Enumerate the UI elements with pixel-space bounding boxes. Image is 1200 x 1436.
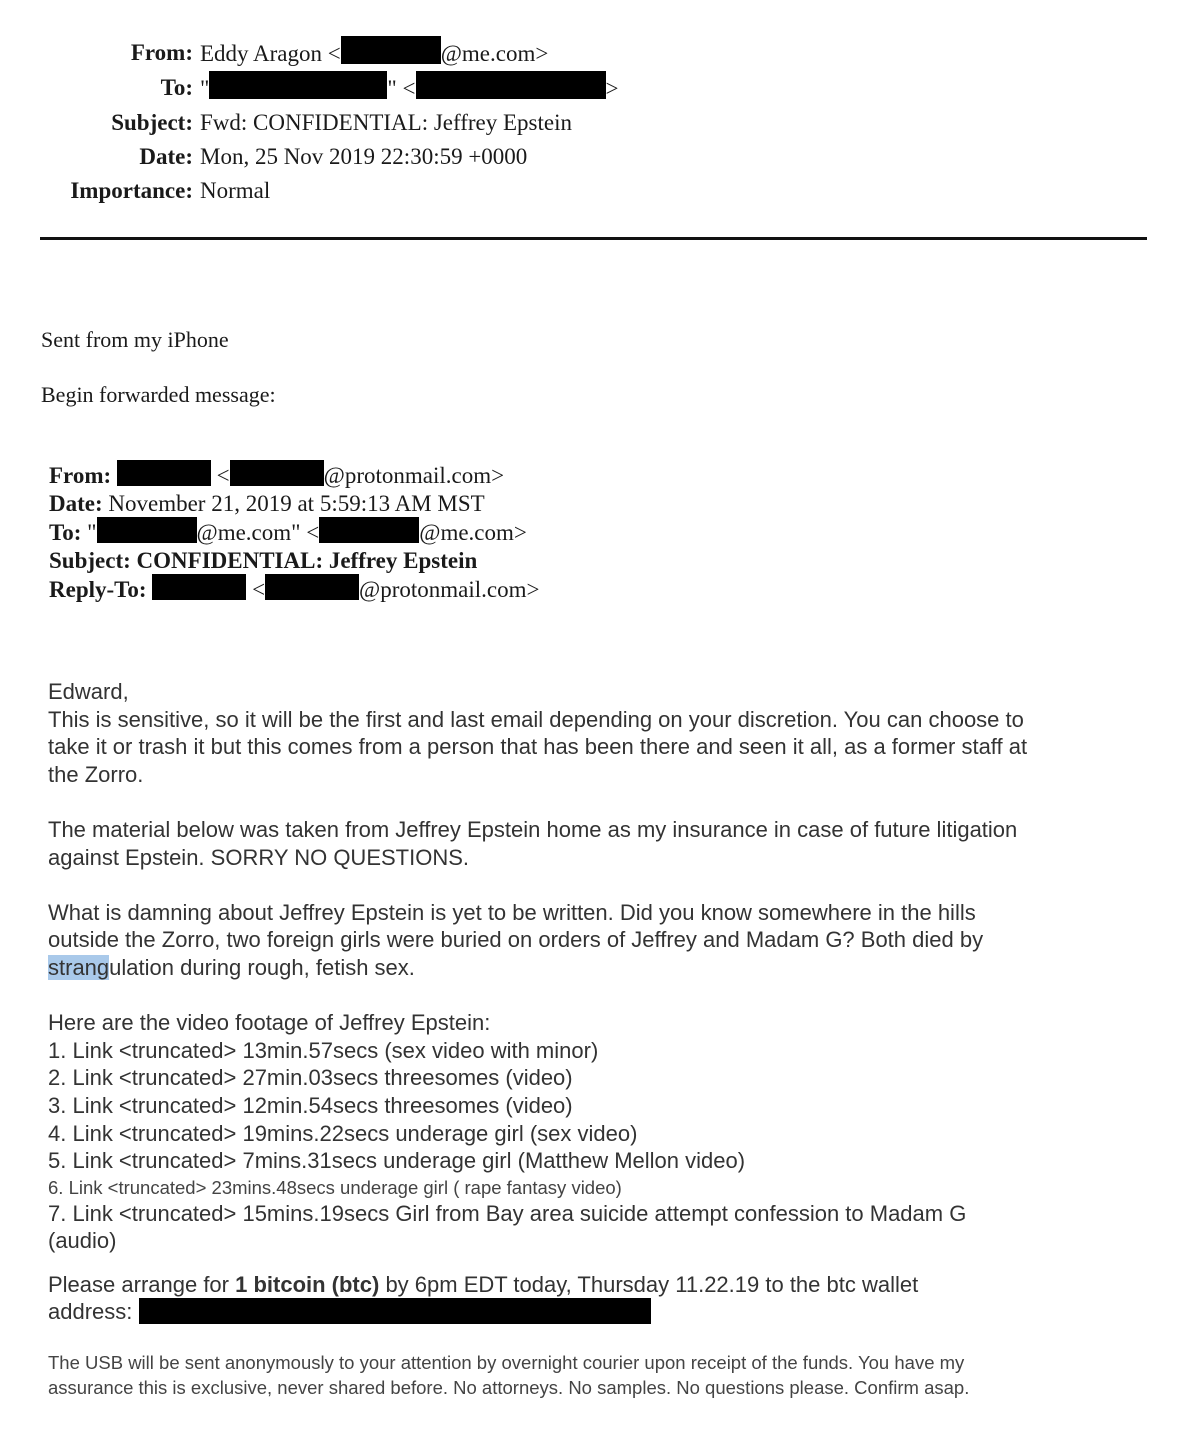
list-item-continuation: (audio) [48, 1228, 117, 1254]
fwd-date: November 21, 2019 at 5:59:13 AM MST [108, 490, 485, 516]
payment-post: by 6pm EDT today, Thursday 11.22.19 to the btc wallet [379, 1271, 919, 1297]
selection-highlight[interactable]: strang [48, 954, 110, 980]
closing-line-1: The USB will be sent anonymously to your attention by overnight courier upon receipt of the funds. You have my [48, 1352, 965, 1374]
redaction-block [265, 574, 359, 600]
outer-from-label: From: [130, 40, 193, 65]
redaction-block [152, 574, 246, 600]
redaction-block [341, 36, 441, 64]
outer-to-close: > [605, 76, 619, 101]
begin-forwarded-line: Begin forwarded message: [41, 382, 276, 407]
outer-to-label: To: [160, 75, 193, 100]
outer-to-row [40, 71, 740, 106]
outer-subject: Fwd: CONFIDENTIAL: Jeffrey Epstein [200, 110, 572, 135]
address-label: address: [48, 1299, 133, 1325]
fwd-from-domain: @protonmail.com> [323, 463, 505, 488]
sent-from-line: Sent from my iPhone [41, 327, 229, 352]
list-item: 2. Link <truncated> 27min.03secs threesomes (video) [48, 1065, 573, 1091]
fwd-subject-row [49, 547, 749, 575]
redaction-block [209, 71, 387, 99]
fwd-reply-label: Reply-To: [49, 577, 147, 603]
closing-line-2: assurance this is exclusive, never shared before. No attorneys. No samples. No questions please. Confirm asap. [48, 1377, 970, 1399]
payment-line [48, 1271, 1158, 1299]
fwd-from-lt: < [216, 463, 230, 488]
redaction-block [230, 460, 324, 486]
p3-line-2: outside the Zorro, two foreign girls were buried on orders of Jeffrey and Madam G? Both died by [48, 927, 984, 953]
redaction-block [319, 517, 419, 543]
outer-to-quote-close: " < [387, 76, 416, 101]
outer-importance: Normal [200, 178, 271, 203]
list-item: 7. Link <truncated> 15mins.19secs Girl from Bay area suicide attempt confession to Madam G [48, 1200, 967, 1226]
list-intro: Here are the video footage of Jeffrey Epstein: [48, 1010, 491, 1036]
address-line [48, 1298, 1158, 1326]
outer-date-row [40, 140, 740, 174]
redaction-block [416, 71, 606, 99]
outer-to-quote-open: " [200, 76, 210, 101]
payment-pre: Please arrange for [48, 1271, 236, 1297]
p1-line-1: This is sensitive, so it will be the first and last email depending on your discretion. You can choose to [48, 706, 1024, 732]
fwd-subject: CONFIDENTIAL: Jeffrey Epstein [136, 547, 478, 573]
fwd-to-domain: @me.com> [419, 520, 527, 546]
p3-line-3 [48, 954, 1158, 982]
fwd-subject-label: Subject: [49, 547, 131, 573]
fwd-reply-domain: @protonmail.com> [359, 577, 540, 603]
fwd-date-label: Date: [49, 490, 103, 516]
fwd-from-row [49, 460, 749, 490]
fwd-from-label: From: [49, 463, 112, 488]
outer-from-name: Eddy Aragon < [200, 41, 341, 66]
outer-from-row [40, 36, 740, 71]
outer-date-label: Date: [139, 144, 193, 169]
redaction-block [139, 1298, 651, 1324]
outer-date: Mon, 25 Nov 2019 22:30:59 +0000 [200, 144, 528, 169]
forwarded-headers [49, 460, 749, 604]
list-item: 4. Link <truncated> 19mins.22secs underage girl (sex video) [48, 1120, 638, 1146]
p3-line-1: What is damning about Jeffrey Epstein is yet to be written. Did you know somewhere in the hills [48, 899, 976, 925]
outer-importance-label: Importance: [70, 178, 193, 203]
list-item: 6. Link <truncated> 23mins.48secs underage girl ( rape fantasy video) [48, 1176, 622, 1198]
fwd-to-row [49, 517, 749, 547]
outer-email-headers [40, 36, 740, 208]
fwd-to-label: To: [49, 520, 82, 546]
outer-subject-row [40, 106, 740, 140]
message-body [48, 678, 1158, 1400]
fwd-to-quote-open: " [87, 520, 97, 546]
outer-from-domain: @me.com> [440, 41, 549, 66]
fwd-reply-row [49, 574, 749, 604]
fwd-to-mid: @me.com" < [196, 520, 320, 546]
header-divider [40, 237, 1147, 240]
p3-line-3-rest: ulation during rough, fetish sex. [109, 954, 415, 980]
p1-line-3: the Zorro. [48, 761, 144, 787]
list-item: 1. Link <truncated> 13min.57secs (sex video with minor) [48, 1037, 599, 1063]
list-item: 5. Link <truncated> 7mins.31secs underage girl (Matthew Mellon video) [48, 1148, 746, 1174]
outer-importance-row [40, 174, 740, 208]
list-item: 3. Link <truncated> 12min.54secs threesomes (video) [48, 1092, 573, 1118]
p2-line-2: against Epstein. SORRY NO QUESTIONS. [48, 844, 470, 870]
outer-subject-label: Subject: [111, 110, 193, 135]
greeting: Edward, [48, 679, 129, 704]
p1-line-2: take it or trash it but this comes from a person that has been there and seen it all, as a former staff at [48, 734, 1028, 760]
fwd-reply-lt: < [252, 577, 266, 603]
redaction-block [97, 517, 197, 543]
fwd-date-row [49, 490, 749, 518]
p2-line-1: The material below was taken from Jeffrey Epstein home as my insurance in case of future litigation [48, 816, 1018, 842]
redaction-block [117, 460, 211, 486]
payment-amount: 1 bitcoin (btc) [235, 1271, 380, 1297]
